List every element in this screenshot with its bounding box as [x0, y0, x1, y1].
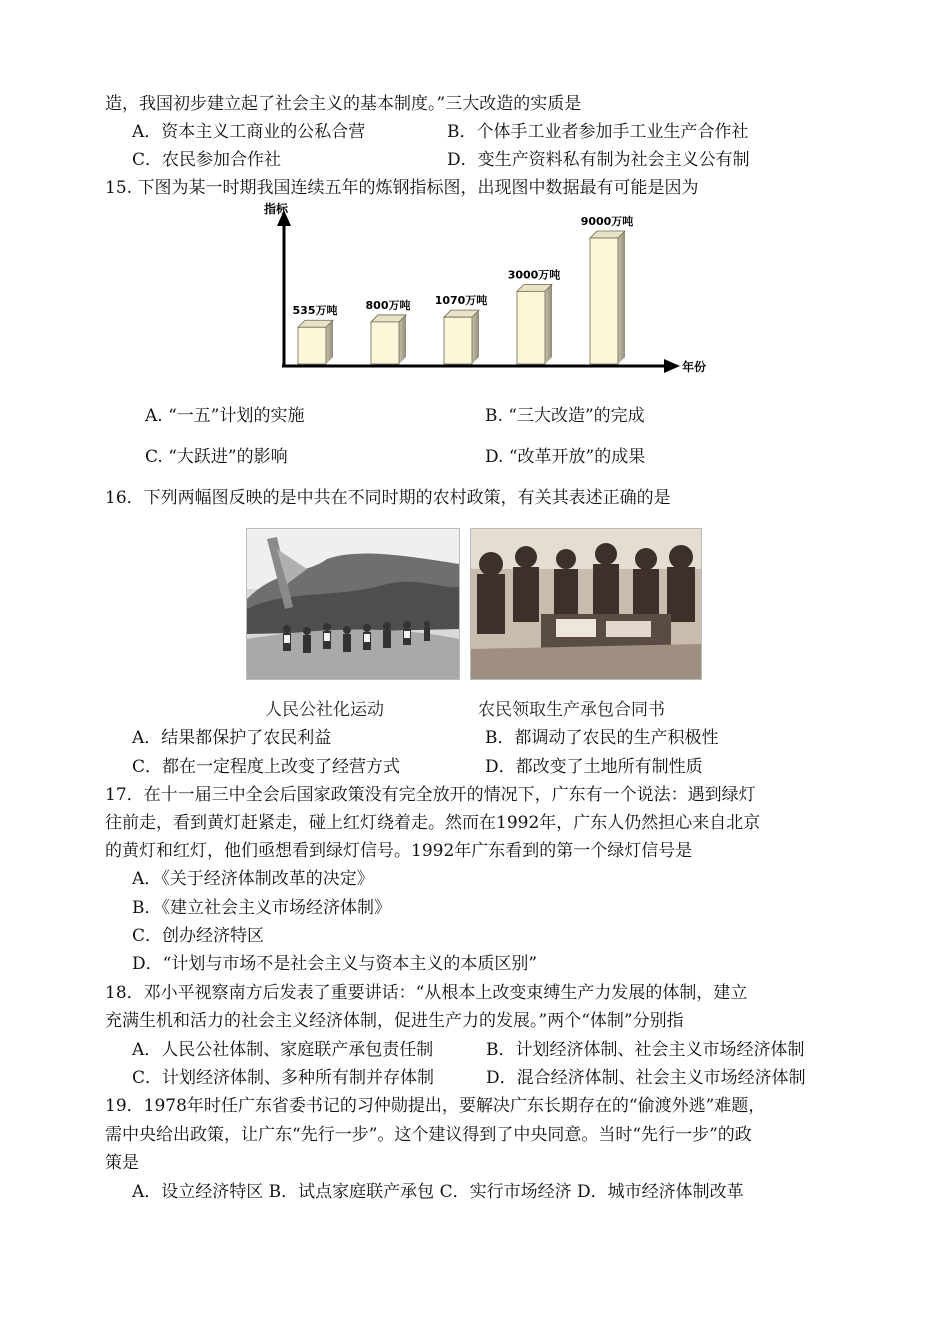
q15-stem: 15. 下图为某一时期我国连续五年的炼钢指标图，出现图中数据最有可能是因为 — [105, 178, 699, 198]
q14-option-d: D．变生产资料私有制为社会主义公有制 — [447, 150, 750, 170]
q18-stem-line-2: 充满生机和活力的社会主义经济体制，促进生产力的发展。”两个“体制”分别指 — [105, 1011, 684, 1031]
bar-value-label: 9000万吨 — [580, 215, 634, 228]
q17-option-d: D．“计划与市场不是社会主义与资本主义的本质区别” — [132, 954, 538, 974]
contract-signing-photo — [470, 528, 702, 680]
bar — [371, 322, 399, 364]
q18-option-a: A．人民公社体制、家庭联产承包责任制 — [132, 1040, 434, 1060]
commune-movement-photo — [246, 528, 460, 680]
q17-stem-line-1: 17．在十一届三中全会后国家政策没有完全放开的情况下，广东有一个说法：遇到绿灯 — [105, 785, 756, 805]
q18-option-b: B．计划经济体制、社会主义市场经济体制 — [486, 1040, 805, 1060]
steel-target-chart — [262, 200, 712, 380]
q19-options: A．设立经济特区 B．试点家庭联产承包 C．实行市场经济 D．城市经济体制改革 — [132, 1182, 744, 1202]
q15-option-b: B. “三大改造”的完成 — [485, 406, 645, 426]
q14-stem: 造，我国初步建立起了社会主义的基本制度。”三大改造的实质是 — [105, 94, 582, 114]
q17-option-c: C．创办经济特区 — [132, 926, 265, 946]
bar-side — [399, 315, 406, 364]
q17-option-a: A．《关于经济体制改革的决定》 — [132, 869, 374, 889]
q14-option-c: C．农民参加合作社 — [132, 150, 282, 170]
q18-option-c: C．计划经济体制、多种所有制并存体制 — [132, 1068, 435, 1088]
q17-stem-line-3: 的黄灯和红灯，他们亟想看到绿灯信号。1992年广东看到的第一个绿灯信号是 — [105, 841, 693, 861]
bar-side — [545, 284, 552, 364]
bar-value-label: 800万吨 — [365, 298, 411, 312]
bar — [517, 291, 545, 364]
bar-value-label: 1070万吨 — [434, 294, 488, 308]
q15-option-a: A. “一五”计划的实施 — [145, 406, 305, 426]
q18-stem-line-1: 18．邓小平视察南方后发表了重要讲话：“从根本上改变束缚生产力发展的体制，建立 — [105, 983, 748, 1003]
q16-stem: 16．下列两幅图反映的是中共在不同时期的农村政策，有关其表述正确的是 — [105, 488, 671, 508]
q19-stem-line-1: 19．1978年时任广东省委书记的习仲勋提出，要解决广东长期存在的“偷渡外逃”难题， — [105, 1096, 766, 1116]
q15-option-d: D. “改革开放”的成果 — [485, 447, 646, 467]
bar-side — [472, 310, 479, 364]
bar-side — [618, 231, 625, 364]
q19-stem-line-2: 需中央给出政策，让广东“先行一步”。这个建议得到了中央同意。当时“先行一步”的政 — [105, 1125, 752, 1145]
q16-option-b: B．都调动了农民的生产积极性 — [485, 728, 719, 748]
q17-option-b: B．《建立社会主义市场经济体制》 — [132, 898, 391, 918]
q16-option-a: A．结果都保护了农民利益 — [132, 728, 332, 748]
bar-side — [326, 320, 333, 364]
q14-option-b: B．个体手工业者参加手工业生产合作社 — [447, 122, 749, 142]
q15-option-c: C. “大跃进”的影响 — [145, 447, 288, 467]
q19-stem-line-3: 策是 — [105, 1153, 139, 1173]
q18-option-d: D．混合经济体制、社会主义市场经济体制 — [486, 1068, 806, 1088]
bar — [590, 238, 618, 364]
bar-value-label: 535万吨 — [292, 304, 338, 318]
q14-option-a: A．资本主义工商业的公私合营 — [132, 122, 366, 142]
photo2-caption: 农民领取生产承包合同书 — [478, 700, 665, 720]
bar — [444, 317, 472, 364]
photo1-caption: 人民公社化运动 — [265, 700, 384, 720]
x-axis-label: 年份 — [682, 360, 707, 374]
bar-value-label: 3000万吨 — [507, 268, 561, 282]
y-axis-label: 指标 — [264, 202, 289, 216]
bar — [298, 327, 326, 364]
q16-option-d: D．都改变了土地所有制性质 — [485, 757, 703, 777]
q17-stem-line-2: 往前走，看到黄灯赶紧走，碰上红灯绕着走。然而在1992年，广东人仍然担心来自北京 — [105, 813, 761, 833]
x-axis-arrow-icon — [664, 359, 680, 373]
q16-option-c: C．都在一定程度上改变了经营方式 — [132, 757, 401, 777]
